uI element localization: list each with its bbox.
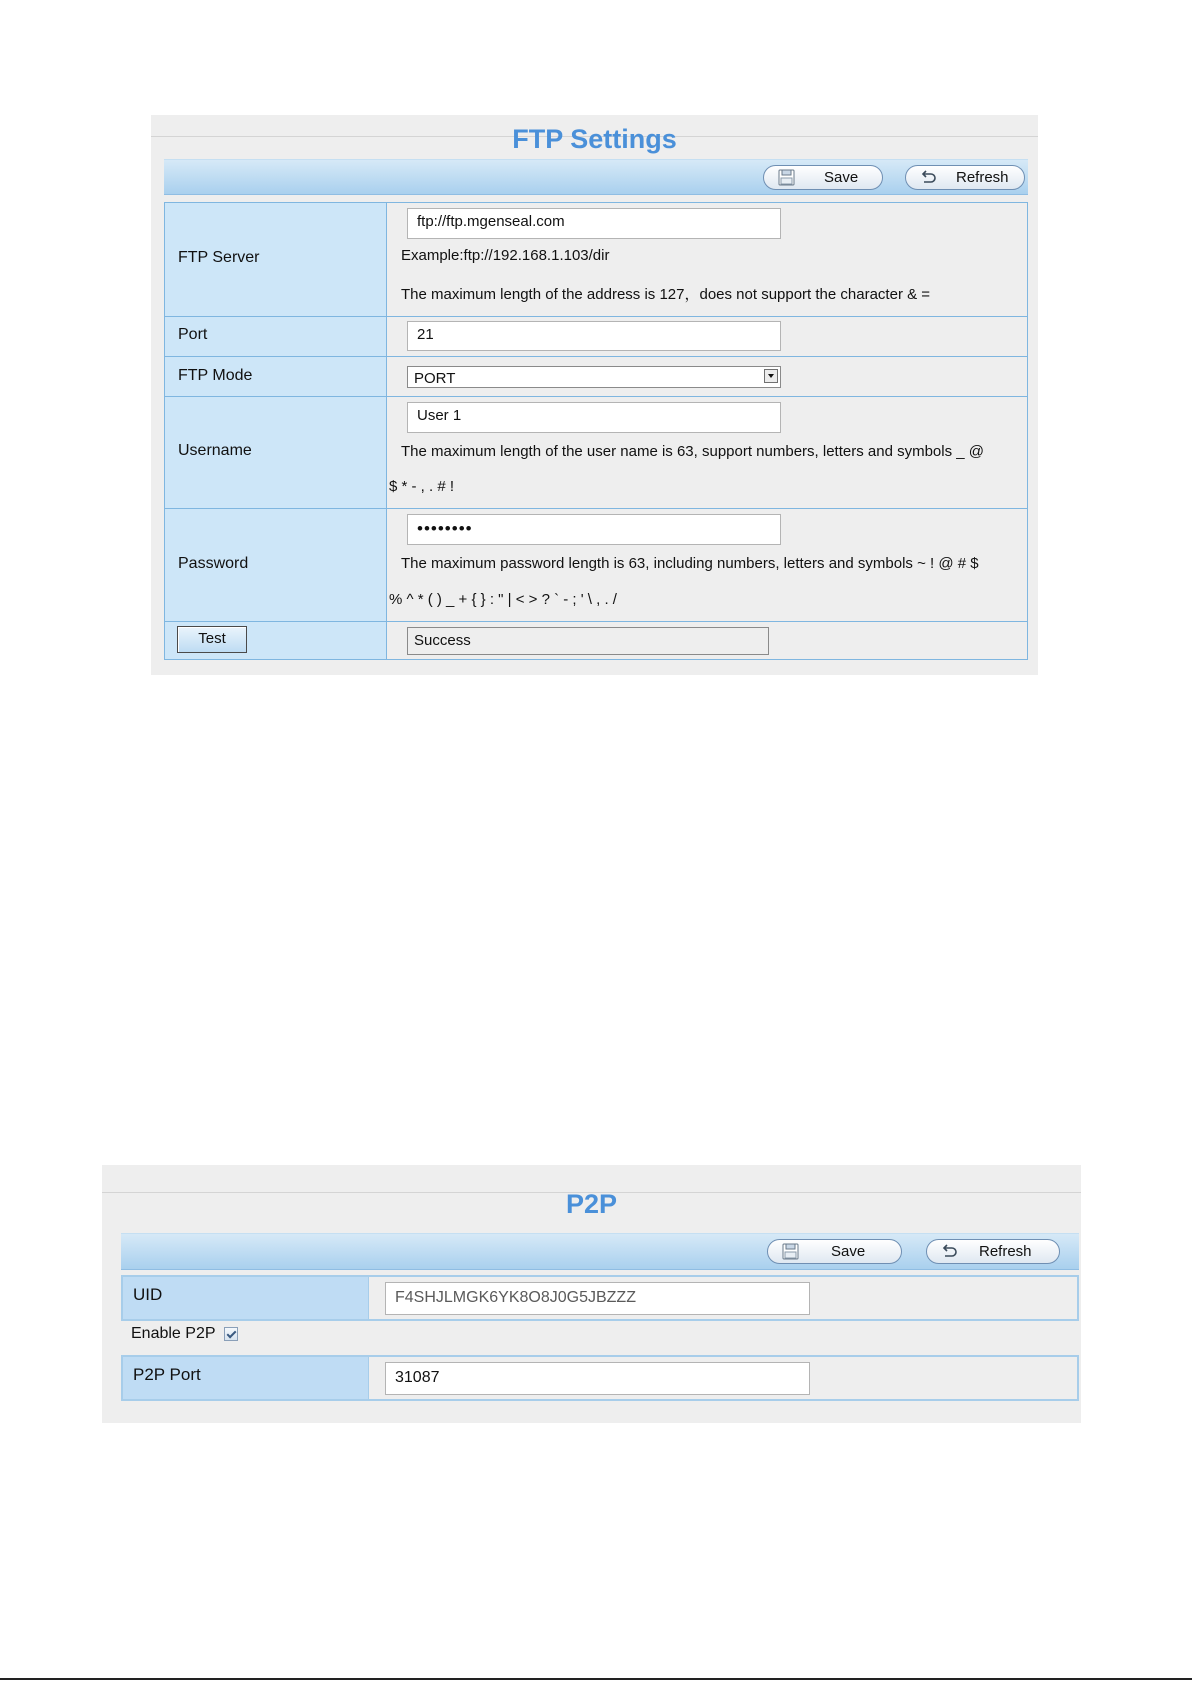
ftp-server-label: FTP Server	[178, 249, 260, 266]
ftp-server-example: Example:ftp://192.168.1.103/dir	[401, 247, 610, 264]
floppy-disk-icon	[778, 169, 795, 186]
ftp-toolbar	[164, 159, 1028, 195]
refresh-button-label: Refresh	[979, 1243, 1032, 1260]
ftp-server-row	[165, 203, 1027, 316]
ftp-mode-selected: PORT	[414, 370, 456, 387]
test-status-field: Success	[407, 627, 769, 655]
ftp-server-label-cell	[165, 203, 387, 316]
save-button[interactable]	[763, 165, 883, 190]
p2p-uid-row	[121, 1275, 1079, 1321]
ftp-password-row	[165, 508, 1027, 621]
ftp-username-value-cell	[387, 397, 1027, 508]
enable-p2p-checkbox[interactable]	[224, 1327, 238, 1341]
ftp-port-label-cell	[165, 317, 387, 356]
p2p-port-label: P2P Port	[133, 1365, 201, 1384]
ftp-password-label-cell	[165, 509, 387, 621]
ftp-server-hint: The maximum length of the address is 127，does not support the character & =	[401, 286, 931, 303]
ftp-username-input[interactable]: User 1	[407, 402, 781, 433]
ftp-mode-label: FTP Mode	[178, 367, 253, 384]
p2p-port-label-cell	[123, 1357, 369, 1399]
ftp-mode-label-cell	[165, 357, 387, 396]
p2p-port-input[interactable]: 31087	[385, 1362, 810, 1395]
p2p-uid-label: UID	[133, 1285, 163, 1304]
ftp-username-label: Username	[178, 442, 252, 459]
dropdown-arrow-icon[interactable]	[764, 369, 778, 383]
page-title: P2P	[565, 1189, 618, 1219]
refresh-arrow-icon	[920, 169, 937, 186]
ftp-password-hint-line1: The maximum password length is 63, including numbers, letters and symbols ~ ! @ # $	[401, 555, 979, 572]
enable-p2p-label: Enable P2P	[131, 1325, 216, 1342]
ftp-password-input[interactable]: ••••••••	[407, 514, 781, 545]
p2p-toolbar	[121, 1233, 1079, 1270]
ftp-server-input[interactable]: ftp://ftp.mgenseal.com	[407, 208, 781, 239]
ftp-username-hint-line2: $ * - , . # !	[389, 478, 455, 495]
floppy-disk-icon	[782, 1243, 799, 1260]
ftp-settings-panel	[151, 115, 1038, 675]
page-bottom-rule	[0, 1678, 1192, 1680]
ftp-test-value-cell	[387, 622, 1027, 659]
ftp-port-input[interactable]: 21	[407, 321, 781, 351]
page-title: FTP Settings	[512, 124, 677, 154]
test-button[interactable]: Test	[177, 626, 247, 653]
refresh-button[interactable]	[905, 165, 1025, 190]
refresh-button-label: Refresh	[956, 169, 1009, 186]
ftp-username-row	[165, 396, 1027, 508]
ftp-settings-table	[164, 202, 1028, 660]
ftp-port-row	[165, 316, 1027, 356]
ftp-test-row	[165, 621, 1027, 659]
p2p-uid-input[interactable]: F4SHJLMGK6YK8O8J0G5JBZZZ	[385, 1282, 810, 1315]
save-button-label: Save	[831, 1243, 866, 1260]
p2p-port-row	[121, 1355, 1079, 1401]
ftp-server-value-cell	[387, 203, 1027, 316]
p2p-uid-label-cell	[123, 1277, 369, 1319]
p2p-settings-panel	[102, 1165, 1081, 1423]
save-button-label: Save	[824, 169, 859, 186]
ftp-mode-value-cell	[387, 357, 1027, 396]
ftp-mode-select[interactable]	[407, 366, 781, 388]
save-button[interactable]	[767, 1239, 902, 1264]
ftp-username-hint-line1: The maximum length of the user name is 63, support numbers, letters and symbols _ @	[401, 443, 984, 460]
ftp-port-value-cell	[387, 317, 1027, 356]
ftp-test-label-cell	[165, 622, 387, 659]
ftp-password-label: Password	[178, 555, 249, 572]
refresh-button[interactable]	[926, 1239, 1060, 1264]
refresh-arrow-icon	[941, 1243, 958, 1260]
ftp-username-label-cell	[165, 397, 387, 508]
enable-p2p-row	[131, 1325, 238, 1343]
ftp-password-value-cell	[387, 509, 1027, 621]
ftp-port-label: Port	[178, 326, 208, 343]
ftp-password-hint-line2: % ^ * ( ) _ + { } : " | < > ? ` - ; ' \ , . /	[389, 591, 617, 608]
ftp-mode-row	[165, 356, 1027, 396]
